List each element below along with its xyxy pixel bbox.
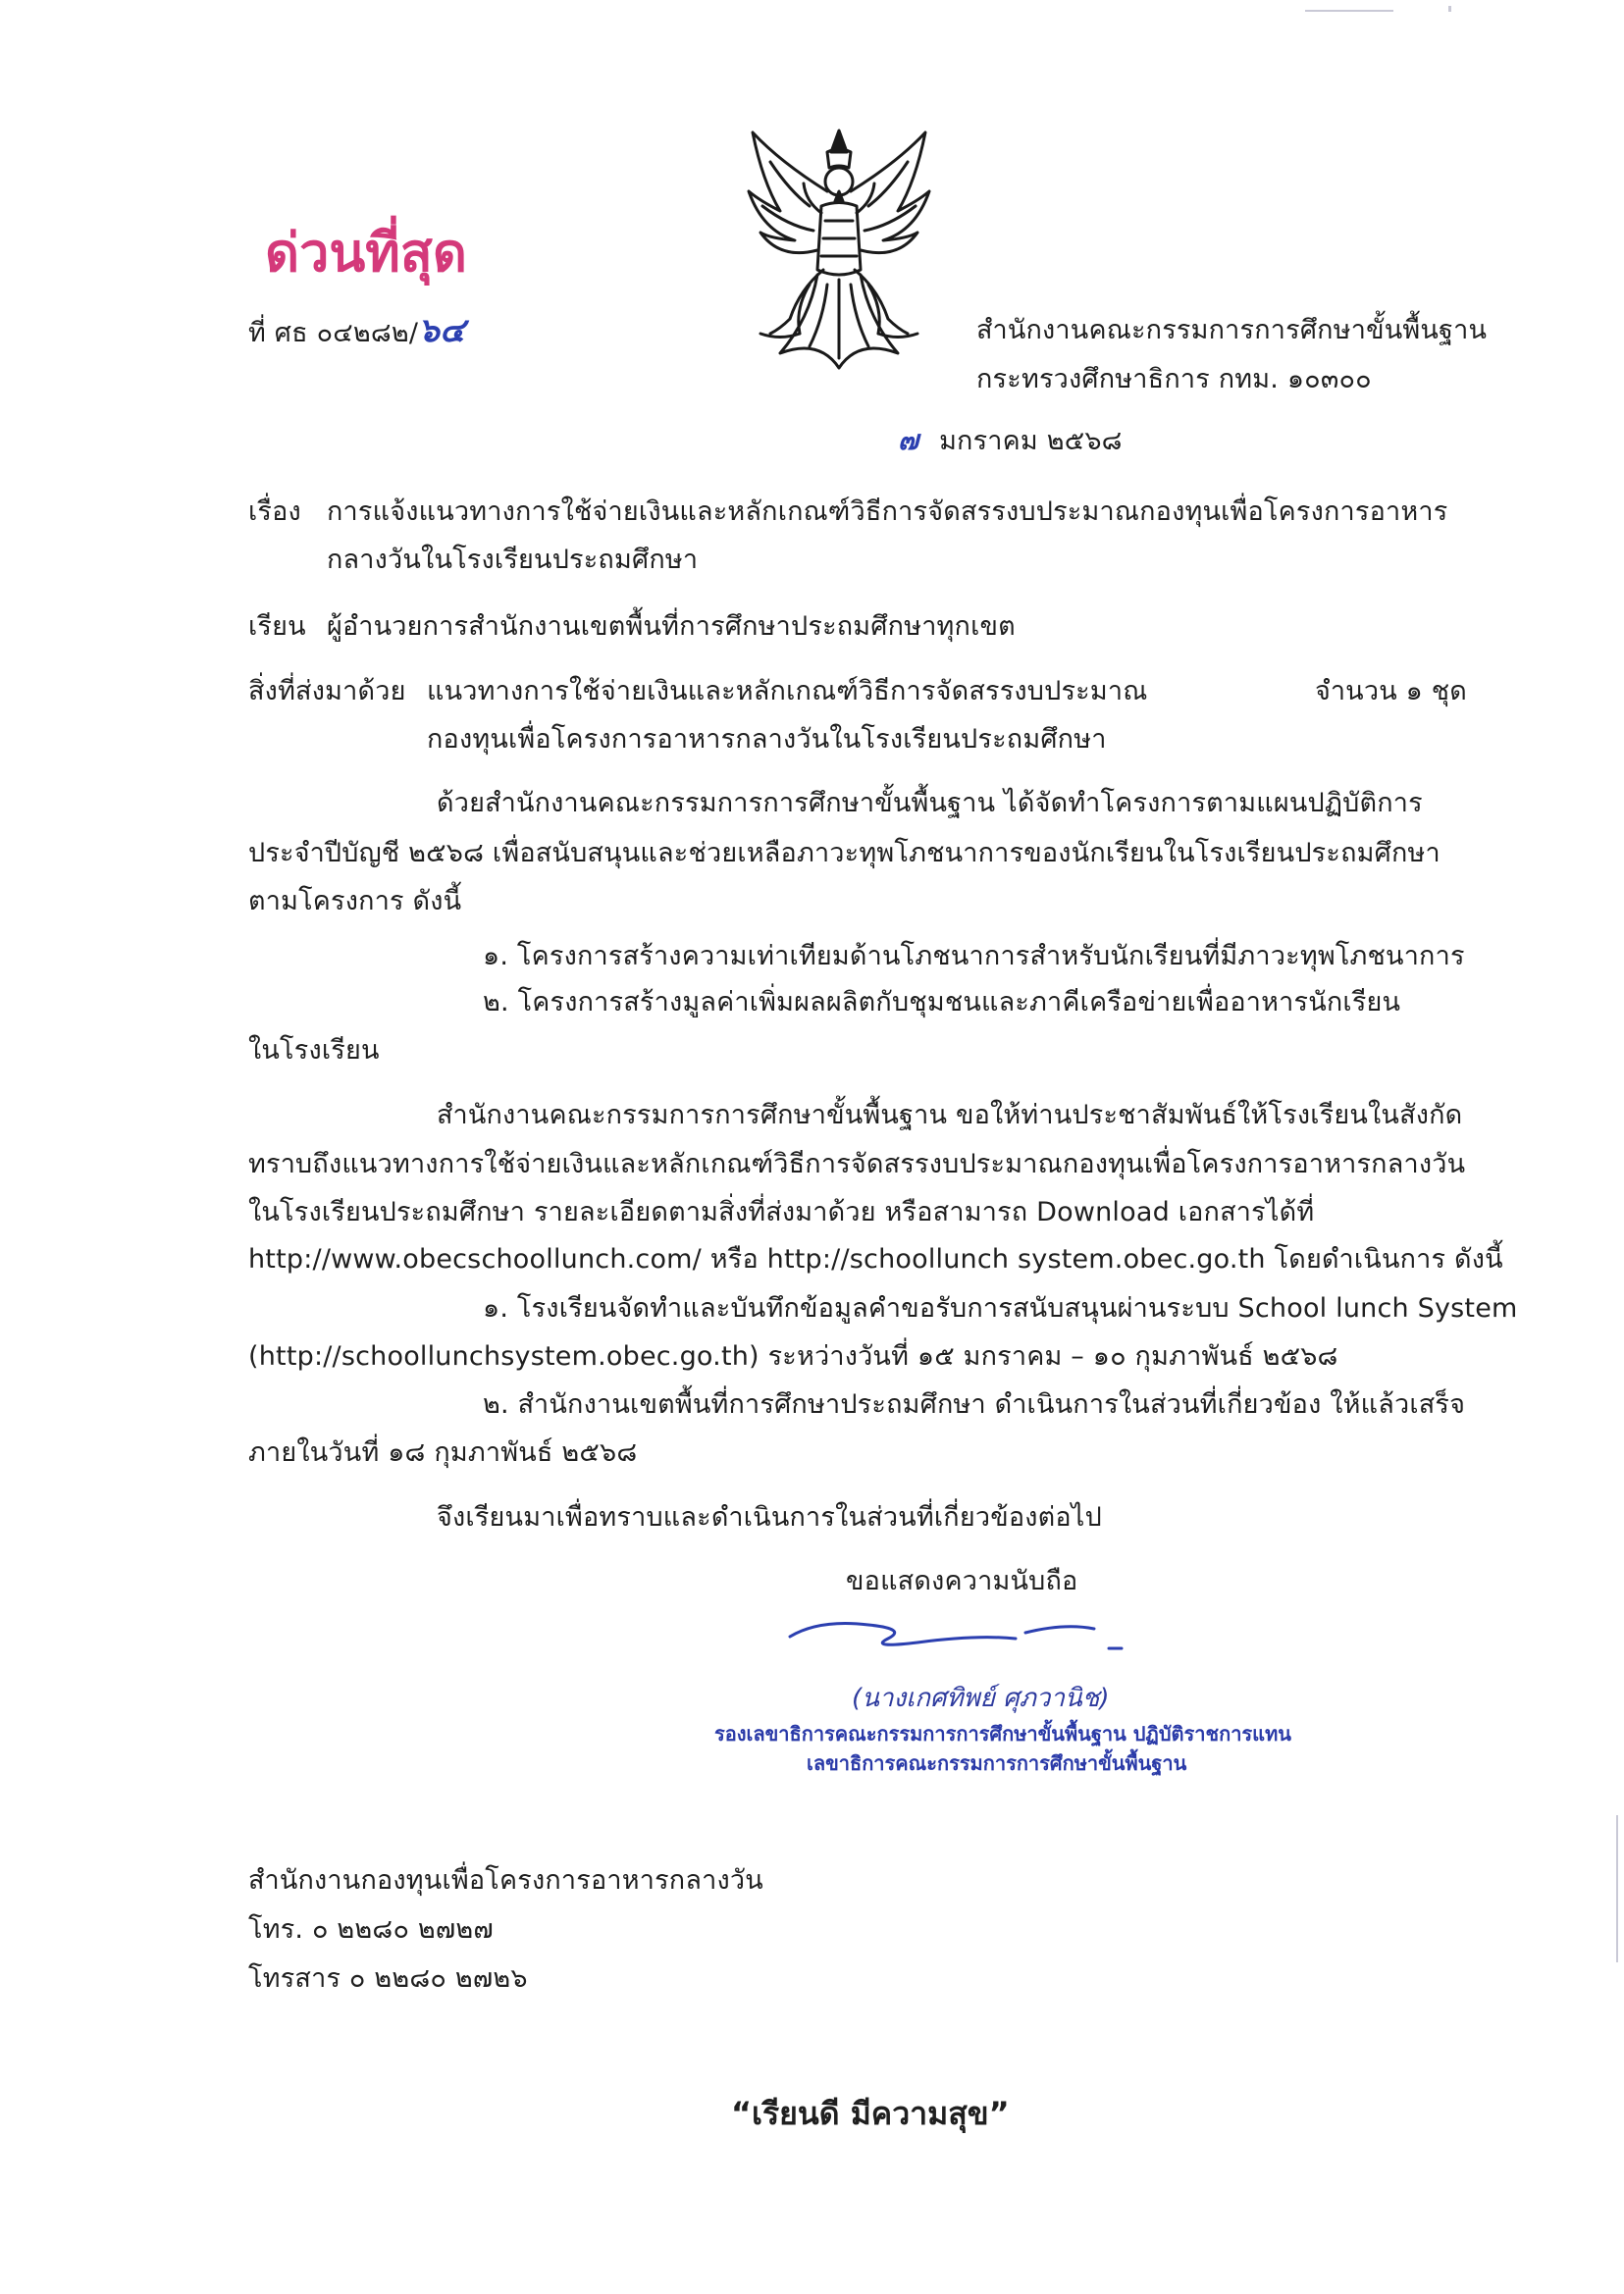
- handwritten-signature: [780, 1609, 1153, 1668]
- recipient-label: เรียน: [248, 611, 306, 642]
- body-paragraph-1-line-2: ประจำปีบัญชี ๒๕๖๘ เพื่อสนับสนุนและช่วยเหลือภาวะทุพโภชนาการของนักเรียนในโรงเรียนประถมศึกษา: [248, 838, 1441, 868]
- step-2-line-2: ภายในวันที่ ๑๘ กุมภาพันธ์ ๒๕๖๘: [248, 1437, 638, 1468]
- step-1-line-2: (http://schoollunchsystem.obec.go.th) ระหว่างวันที่ ๑๕ มกราคม – ๑๐ กุมภาพันธ์ ๒๕๖๘: [248, 1341, 1338, 1372]
- subject-line-1: การแจ้งแนวทางการใช้จ่ายเงินและหลักเกณฑ์วิธีการจัดสรรงบประมาณกองทุนเพื่อโครงการอาหาร: [327, 496, 1448, 527]
- reference-prefix: ที่ ศธ ๐๔๒๘๒/: [248, 318, 419, 348]
- issuer-address: กระทรวงศึกษาธิการ กทม. ๑๐๓๐๐: [976, 364, 1372, 394]
- body-paragraph-1-line-3: ตามโครงการ ดังนี้: [248, 886, 462, 916]
- body-paragraph-1-line-1: ด้วยสำนักงานคณะกรรมการการศึกษาขั้นพื้นฐาน ได้จัดทำโครงการตามแผนปฏิบัติการ: [437, 788, 1423, 818]
- body-paragraph-2-line-1: สำนักงานคณะกรรมการการศึกษาขั้นพื้นฐาน ขอให้ท่านประชาสัมพันธ์ให้โรงเรียนในสังกัด: [437, 1100, 1463, 1130]
- salutation: ขอแสดงความนับถือ: [846, 1566, 1078, 1596]
- closing-sentence: จึงเรียนมาเพื่อทราบและดำเนินการในส่วนที่เกี่ยวข้องต่อไป: [437, 1502, 1102, 1533]
- garuda-emblem: [741, 123, 937, 378]
- document-date: [898, 422, 1123, 460]
- enclosure-line-2: กองทุนเพื่อโครงการอาหารกลางวันในโรงเรียนประถมศึกษา: [427, 724, 1107, 755]
- subject-line-2: กลางวันในโรงเรียนประถมศึกษา: [327, 545, 699, 575]
- contact-fax: โทรสาร ๐ ๒๒๘๐ ๒๗๒๖: [248, 1963, 528, 1994]
- scan-artifact: [1616, 1815, 1618, 1962]
- body-paragraph-2-line-3: ในโรงเรียนประถมศึกษา รายละเอียดตามสิ่งที่ส่งมาด้วย หรือสามารถ Download เอกสารได้ที่: [248, 1197, 1315, 1227]
- issuer-name: สำนักงานคณะกรรมการการศึกษาขั้นพื้นฐาน: [976, 315, 1488, 345]
- project-item-2-line-2: ในโรงเรียน: [248, 1035, 380, 1066]
- enclosure-quantity: จำนวน ๑ ชุด: [1315, 676, 1468, 706]
- signatory-title-1: รองเลขาธิการคณะกรรมการการศึกษาขั้นพื้นฐาน ปฏิบัติราชการแทน: [714, 1722, 1291, 1746]
- step-1-line-1: ๑. โรงเรียนจัดทำและบันทึกข้อมูลคำขอรับการสนับสนุนผ่านระบบ School lunch System: [483, 1293, 1518, 1324]
- project-item-1: ๑. โครงการสร้างความเท่าเทียมด้านโภชนาการสำหรับนักเรียนที่มีภาวะทุพโภชนาการ: [483, 941, 1465, 971]
- scan-artifact: [1305, 10, 1393, 12]
- project-item-2-line-1: ๒. โครงการสร้างมูลค่าเพิ่มผลผลิตกับชุมชนและภาคีเครือข่ายเพื่ออาหารนักเรียน: [483, 987, 1401, 1017]
- signatory-title-2: เลขาธิการคณะกรรมการการศึกษาขั้นพื้นฐาน: [807, 1751, 1187, 1775]
- signatory-name: (นางเกศทิพย์ ศุภวานิช): [852, 1684, 1110, 1713]
- date-month-year: มกราคม ๒๕๖๘: [939, 426, 1123, 456]
- urgency-stamp: ด่วนที่สุด: [265, 222, 467, 284]
- body-paragraph-2-line-2: ทราบถึงแนวทางการใช้จ่ายเงินและหลักเกณฑ์วิธีการจัดสรรงบประมาณกองทุนเพื่อโครงการอาหารกลางวัน: [248, 1149, 1466, 1179]
- subject-label: เรื่อง: [248, 496, 301, 527]
- enclosure-line-1: แนวทางการใช้จ่ายเงินและหลักเกณฑ์วิธีการจัดสรรงบประมาณ: [427, 676, 1148, 706]
- date-day-handwritten: ๗: [898, 424, 919, 456]
- contact-office: สำนักงานกองทุนเพื่อโครงการอาหารกลางวัน: [248, 1865, 763, 1896]
- scan-artifact: [1448, 6, 1451, 12]
- step-2-line-1: ๒. สำนักงานเขตพื้นที่การศึกษาประถมศึกษา ดำเนินการในส่วนที่เกี่ยวข้อง ให้แล้วเสร็จ: [483, 1389, 1466, 1420]
- recipient-text: ผู้อำนวยการสำนักงานเขตพื้นที่การศึกษาประถมศึกษาทุกเขต: [327, 611, 1016, 642]
- slogan: “เรียนดี มีความสุข”: [731, 2095, 1010, 2132]
- enclosure-label: สิ่งที่ส่งมาด้วย: [248, 676, 406, 706]
- body-paragraph-2-line-4: http://www.obecschoollunch.com/ หรือ http://schoollunch system.obec.go.th โดยดำเนินการ ดังนี้: [248, 1244, 1503, 1275]
- reference-number: [248, 312, 465, 352]
- reference-handwritten-number: ๖๔: [418, 311, 465, 350]
- contact-phone: โทร. ๐ ๒๒๘๐ ๒๗๒๗: [248, 1914, 494, 1945]
